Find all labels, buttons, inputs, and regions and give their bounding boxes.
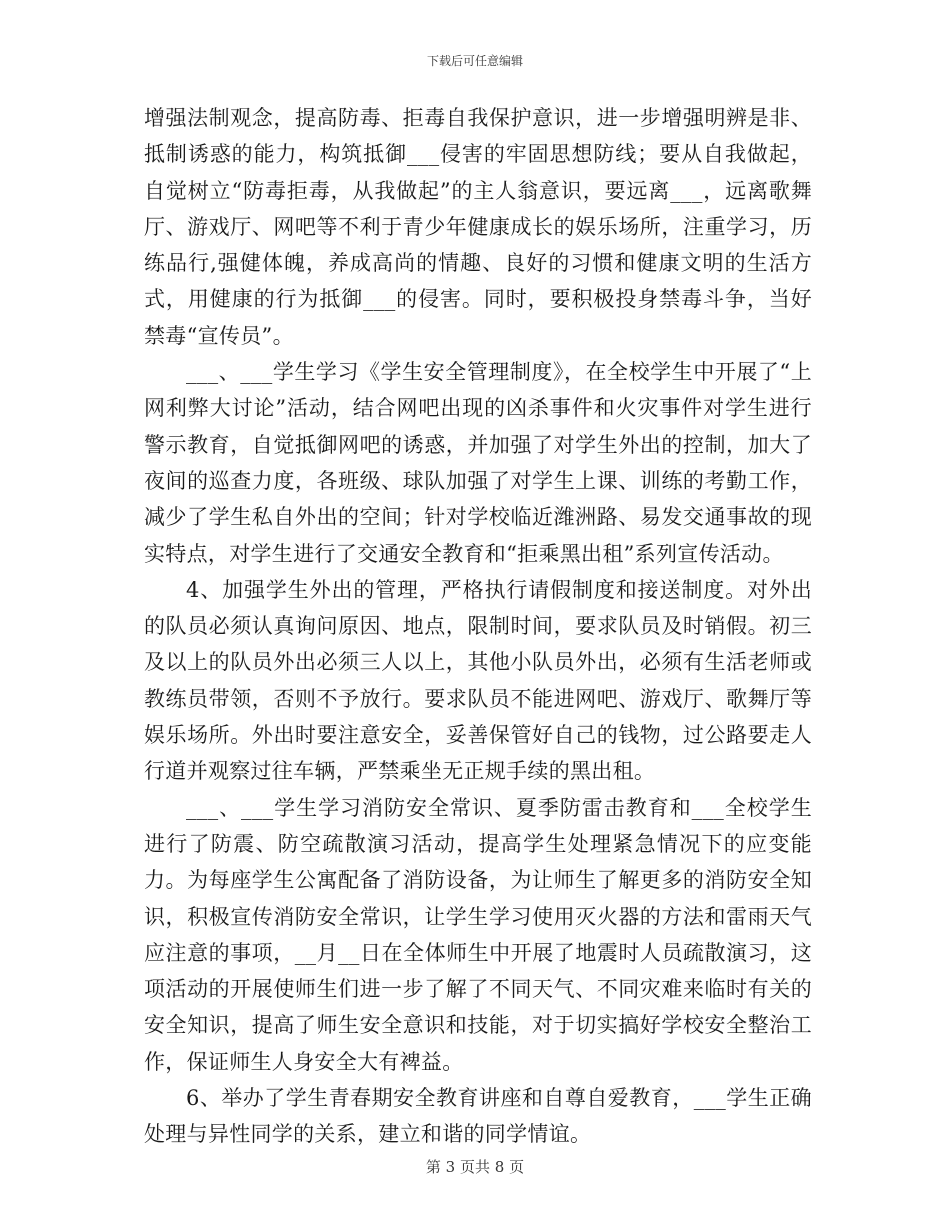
document-body	[144, 100, 812, 1153]
paragraph-4: ___、___学生学习消防安全常识、夏季防雷击教育和___全校学生进行了防震、防空疏散演习活动，提高学生处理紧急情况下的应变能力。为每座学生公寓配备了消防设备，为让师生了解更多的消防安全知识，积极宣传消防安全常识，让学生学习使用灭火器的方法和雷雨天气应注意的事项，__月__日在全体师生中开展了地震时人员疏散演习，这项活动的开展使师生们进一步了解了不同天气、不同灾难来临时有关的安全知识，提高了师生安全意识和技能，对于切实搞好学校安全整治工作，保证师生人身安全大有裨益。	[144, 795, 812, 1074]
paragraph-2: ___、___学生学习《学生安全管理制度》，在全校学生中开展了“上网利弊大讨论”活动，结合网吧出现的凶杀事件和火灾事件对学生进行警示教育，自觉抵御网吧的诱惑，并加强了对学生外出的控制，加大了夜间的巡查力度，各班级、球队加强了对学生上课、训练的考勤工作，减少了学生私自外出的空间；针对学校临近潍洲路、易发交通事故的现实特点，对学生进行了交通安全教育和“拒乘黑出租”系列宣传活动。	[144, 360, 812, 566]
page-footer: 第 3 页共 8 页	[425, 1158, 525, 1176]
paragraph-3: 4、加强学生外出的管理，严格执行请假制度和接送制度。对外出的队员必须认真询问原因、地点，限制时间，要求队员及时销假。初三及以上的队员外出必须三人以上，其他小队员外出，必须有生活老师或教练员带领，否则不予放行。要求队员不能进网吧、游戏厅、歌舞厅等娱乐场所。外出时要注意安全，妥善保管好自己的钱物，过公路要走人行道并观察过往车辆，严禁乘坐无正规手续的黑出租。	[144, 577, 812, 784]
page-header: 下载后可任意编辑	[426, 54, 523, 68]
paragraph-1: 增强法制观念，提高防毒、拒毒自我保护意识，进一步增强明辨是非、抵制诱惑的能力，构筑抵御___侵害的牢固思想防线；要从自我做起，自觉树立“防毒拒毒，从我做起”的主人翁意识，要远离___，远离歌舞厅、游戏厅、网吧等不利于青少年健康成长的娱乐场所，注重学习，历练品行,强健体魄，养成高尚的情趣、良好的习惯和健康文明的生活方式，用健康的行为抵御___的侵害。同时，要积极投身禁毒斗争，当好禁毒“宣传员”。	[144, 106, 812, 348]
paragraph-5: 6、举办了学生青春期安全教育讲座和自尊自爱教育，___学生正确处理与异性同学的关系，建立和谐的同学情谊。	[144, 1086, 812, 1147]
